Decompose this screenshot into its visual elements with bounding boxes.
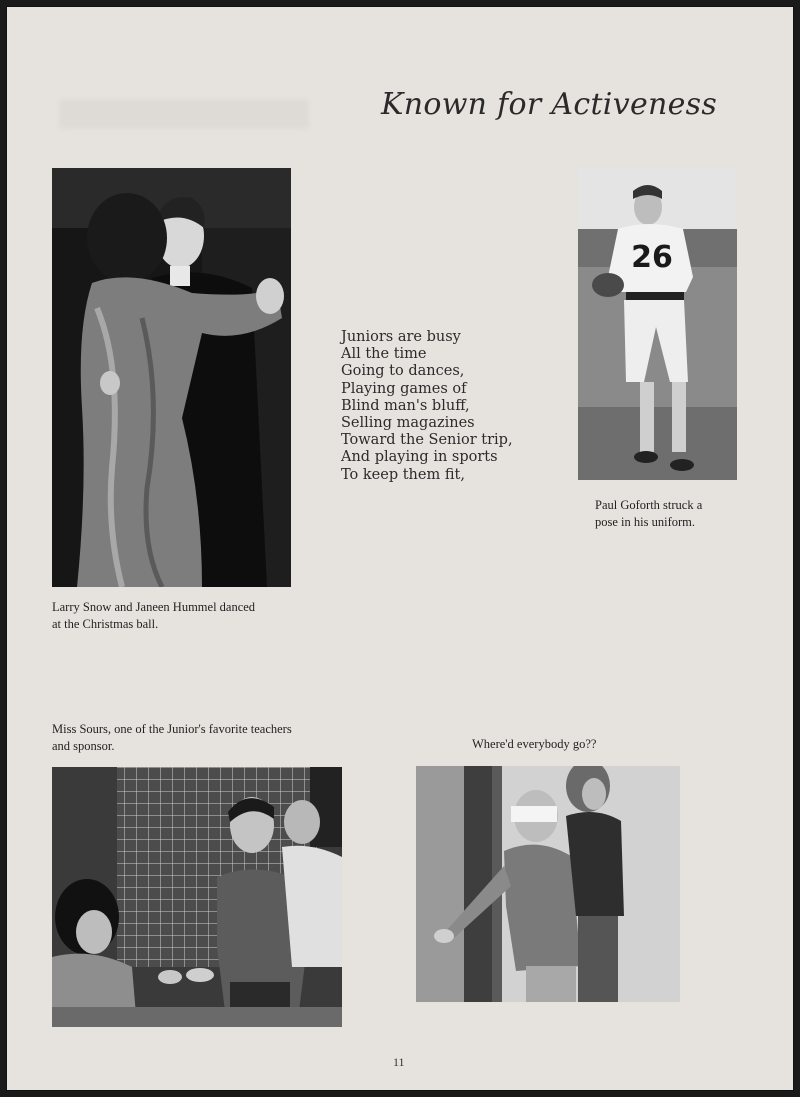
classroom-photo <box>52 767 342 1027</box>
poem-line: Juniors are busy <box>341 329 461 345</box>
poem <box>341 329 513 484</box>
poem-line: Selling magazines <box>341 415 475 432</box>
blindfold-caption: Where'd everybody go?? <box>472 737 597 751</box>
blindfold-photo <box>416 766 680 1002</box>
dance-caption-line-2: at the Christmas ball. <box>52 617 159 631</box>
football-caption-line-2: pose in his uniform. <box>595 515 695 529</box>
dance-photo <box>52 168 291 587</box>
classroom-caption <box>52 721 292 755</box>
yearbook-page <box>6 6 794 1091</box>
poem-line: Toward the Senior trip, <box>341 432 513 449</box>
football-caption <box>595 497 702 531</box>
football-caption-line-1: Paul Goforth struck a <box>595 498 703 512</box>
bleed-through-shadow <box>59 99 309 129</box>
page-number: 11 <box>393 1055 405 1069</box>
poem-line: To keep them fit, <box>341 466 465 483</box>
poem-line: Playing games of <box>341 380 467 397</box>
football-photo <box>578 167 737 480</box>
dance-caption-line-1: Larry Snow and Janeen Hummel danced <box>52 600 256 614</box>
page-title: Known for Activeness <box>381 87 718 122</box>
poem-line: All the time <box>341 346 427 363</box>
poem-line: Blind man's bluff, <box>341 397 470 414</box>
poem-line: And playing in sports <box>341 449 498 466</box>
poem-line: Going to dances, <box>341 363 465 380</box>
dance-caption <box>52 599 255 633</box>
classroom-caption-line-1: Miss Sours, one of the Junior's favorite teachers <box>52 722 292 736</box>
jersey-number: 26 <box>631 240 673 275</box>
classroom-caption-line-2: and sponsor. <box>52 739 115 753</box>
